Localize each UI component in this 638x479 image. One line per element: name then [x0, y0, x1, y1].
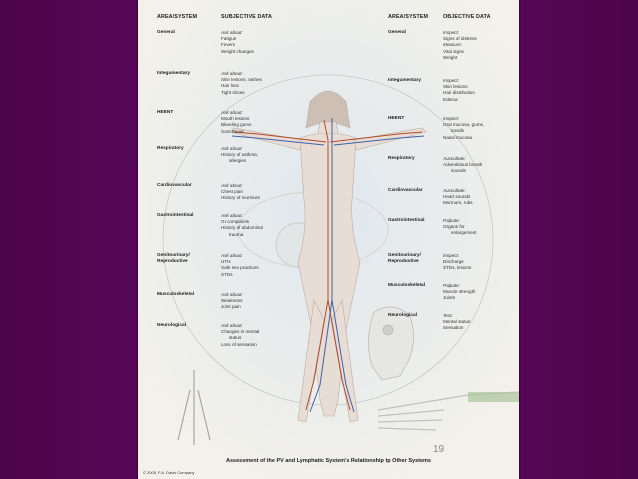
objective-item: Joints	[443, 295, 456, 301]
objective-item: Weight	[443, 54, 458, 60]
objective-method-label: Inspect:	[443, 116, 460, 121]
subjective-area-label: Integumentary	[157, 71, 191, 76]
objective-area-label: HEENT	[388, 116, 405, 121]
objective-item: Skin lesions	[443, 84, 468, 90]
ask-about-label: Ask about:	[221, 30, 243, 35]
objective-method-label: Test:	[443, 313, 453, 318]
ask-about-label: Ask about:	[221, 183, 243, 188]
objective-item: Hair distribution	[443, 90, 475, 96]
subjective-item: Safe sex practices	[221, 265, 259, 271]
objective-item: Oral mucosa, gums,	[443, 122, 485, 128]
objective-item: enlargement	[451, 230, 477, 236]
objective-entry	[443, 218, 477, 237]
subjective-item: Mouth lesions	[221, 116, 250, 122]
subjective-entry	[221, 30, 254, 55]
objective-entry	[443, 283, 475, 302]
objective-item: Vital signs	[443, 48, 464, 54]
objective-entry	[443, 156, 482, 175]
subjective-item: STDs	[221, 271, 233, 277]
ask-about-label: Ask about:	[221, 110, 243, 115]
subjective-item: UTIs	[221, 259, 231, 265]
objective-method-label: Palpate:	[443, 283, 460, 288]
objective-method-label: Auscultate:	[443, 188, 466, 193]
header-area-system-right: AREA/SYSTEM	[388, 14, 429, 20]
objective-item: Nasal mucosa	[443, 134, 473, 140]
header-objective-data: OBJECTIVE DATA	[443, 14, 491, 20]
subjective-item: status	[229, 335, 242, 341]
objective-method-label: Inspect:	[443, 30, 460, 35]
objective-area-label: Cardiovascular	[388, 188, 423, 193]
subjective-item: GI complaints	[221, 219, 250, 225]
slide-page-number: 19	[433, 444, 445, 455]
objective-entry	[443, 253, 471, 272]
figure-page	[138, 0, 519, 479]
figure-caption: Assessment of the PV and Lymphatic System's Relationship tp Other Systems	[226, 458, 431, 464]
ask-about-label: Ask about:	[221, 323, 243, 328]
subjective-area-label: Musculoskeletal	[157, 292, 195, 297]
objective-method-label: Inspect:	[443, 253, 460, 258]
subjective-item: Chest pain	[221, 189, 243, 195]
objective-area-label: Respiratory	[388, 156, 415, 161]
subjective-item: Joint pain	[221, 304, 241, 310]
ask-about-label: Ask about:	[221, 71, 243, 76]
objective-area-label: Integumentary	[388, 78, 422, 83]
objective-item: Mental status	[443, 319, 471, 325]
ask-about-label: Ask about:	[221, 292, 243, 297]
subjective-item: Changes in mental	[221, 329, 260, 335]
objective-item: Edema	[443, 96, 458, 102]
subjective-item: Skin lesions, rashes	[221, 77, 262, 83]
objective-item: Organs for	[443, 224, 465, 230]
subjective-item: trauma	[229, 231, 244, 237]
subjective-area-label: Respiratory	[157, 146, 184, 151]
objective-method-label: Palpate:	[443, 218, 460, 223]
subjective-item: allergies	[229, 158, 247, 164]
objective-method-label: Auscultate:	[443, 156, 466, 161]
subjective-entry	[221, 292, 243, 311]
header-area-system-left: AREA/SYSTEM	[157, 14, 198, 20]
subjective-area-label: Gastrointestinal	[157, 213, 194, 218]
subjective-entry	[221, 146, 258, 165]
subjective-item: History of abdominal	[221, 225, 263, 231]
objective-entry	[443, 116, 484, 141]
subjective-area-label: Genitourinary/ Reproductive	[157, 253, 190, 264]
subjective-item: History of murmurs	[221, 195, 260, 201]
copyright-notice: © 2005, F.A. Davis Company	[143, 470, 195, 475]
objective-item: Adventitious breath	[443, 162, 483, 168]
subjective-entry	[221, 183, 260, 202]
objective-entry	[443, 188, 473, 207]
subjective-item: Weight changes	[221, 48, 254, 54]
objective-area-label: Gastrointestinal	[388, 218, 425, 223]
objective-item: Sensation	[443, 325, 464, 331]
subjective-area-label: Cardiovascular	[157, 183, 192, 188]
objective-item: Discharge	[443, 259, 464, 265]
subjective-entry	[221, 253, 259, 278]
subjective-item: Weakness	[221, 298, 243, 304]
subjective-item: History of asthma,	[221, 152, 259, 158]
objective-area-label: Genitourinary/ Reproductive	[388, 253, 421, 264]
subjective-entry	[221, 110, 251, 135]
objective-item: Muscle strength	[443, 289, 476, 295]
subjective-area-label: HEENT	[157, 110, 174, 115]
objective-area-label: Musculoskeletal	[388, 283, 426, 288]
objective-item: Heart sounds	[443, 194, 471, 200]
objective-item: Signs of distress	[443, 36, 477, 42]
objective-method-label: Measure:	[443, 42, 463, 48]
subjective-item: Fatigue	[221, 36, 237, 42]
ask-about-label: Ask about:	[221, 146, 243, 151]
header-subjective-data: SUBJECTIVE DATA	[221, 14, 273, 20]
subjective-item: Tight shoes	[221, 89, 245, 95]
objective-entry	[443, 78, 475, 103]
objective-entry	[443, 313, 470, 332]
objective-method-label: Inspect:	[443, 78, 460, 83]
subjective-item: Loss of sensation	[221, 341, 257, 347]
subjective-area-label: General	[157, 30, 175, 35]
subjective-item: Hair loss	[221, 83, 239, 89]
objective-item: Murmurs, rubs	[443, 200, 473, 206]
ask-about-label: Ask about:	[221, 253, 243, 258]
objective-entry	[443, 30, 477, 61]
subjective-entry	[221, 71, 262, 96]
objective-area-label: General	[388, 30, 406, 35]
objective-item: tonsils	[451, 128, 465, 134]
objective-area-label: Neurological	[388, 313, 418, 318]
subjective-item: Bleeding gums	[221, 122, 252, 128]
subjective-item: Fevers	[221, 42, 236, 48]
subjective-entry	[221, 213, 263, 238]
objective-item: sounds	[451, 168, 466, 174]
objective-item: STDs, lesions	[443, 265, 472, 271]
subjective-item: Sore throat	[221, 128, 244, 134]
ask-about-label: Ask about:	[221, 213, 243, 218]
subjective-area-label: Neurological	[157, 323, 187, 328]
subjective-entry	[221, 323, 259, 348]
